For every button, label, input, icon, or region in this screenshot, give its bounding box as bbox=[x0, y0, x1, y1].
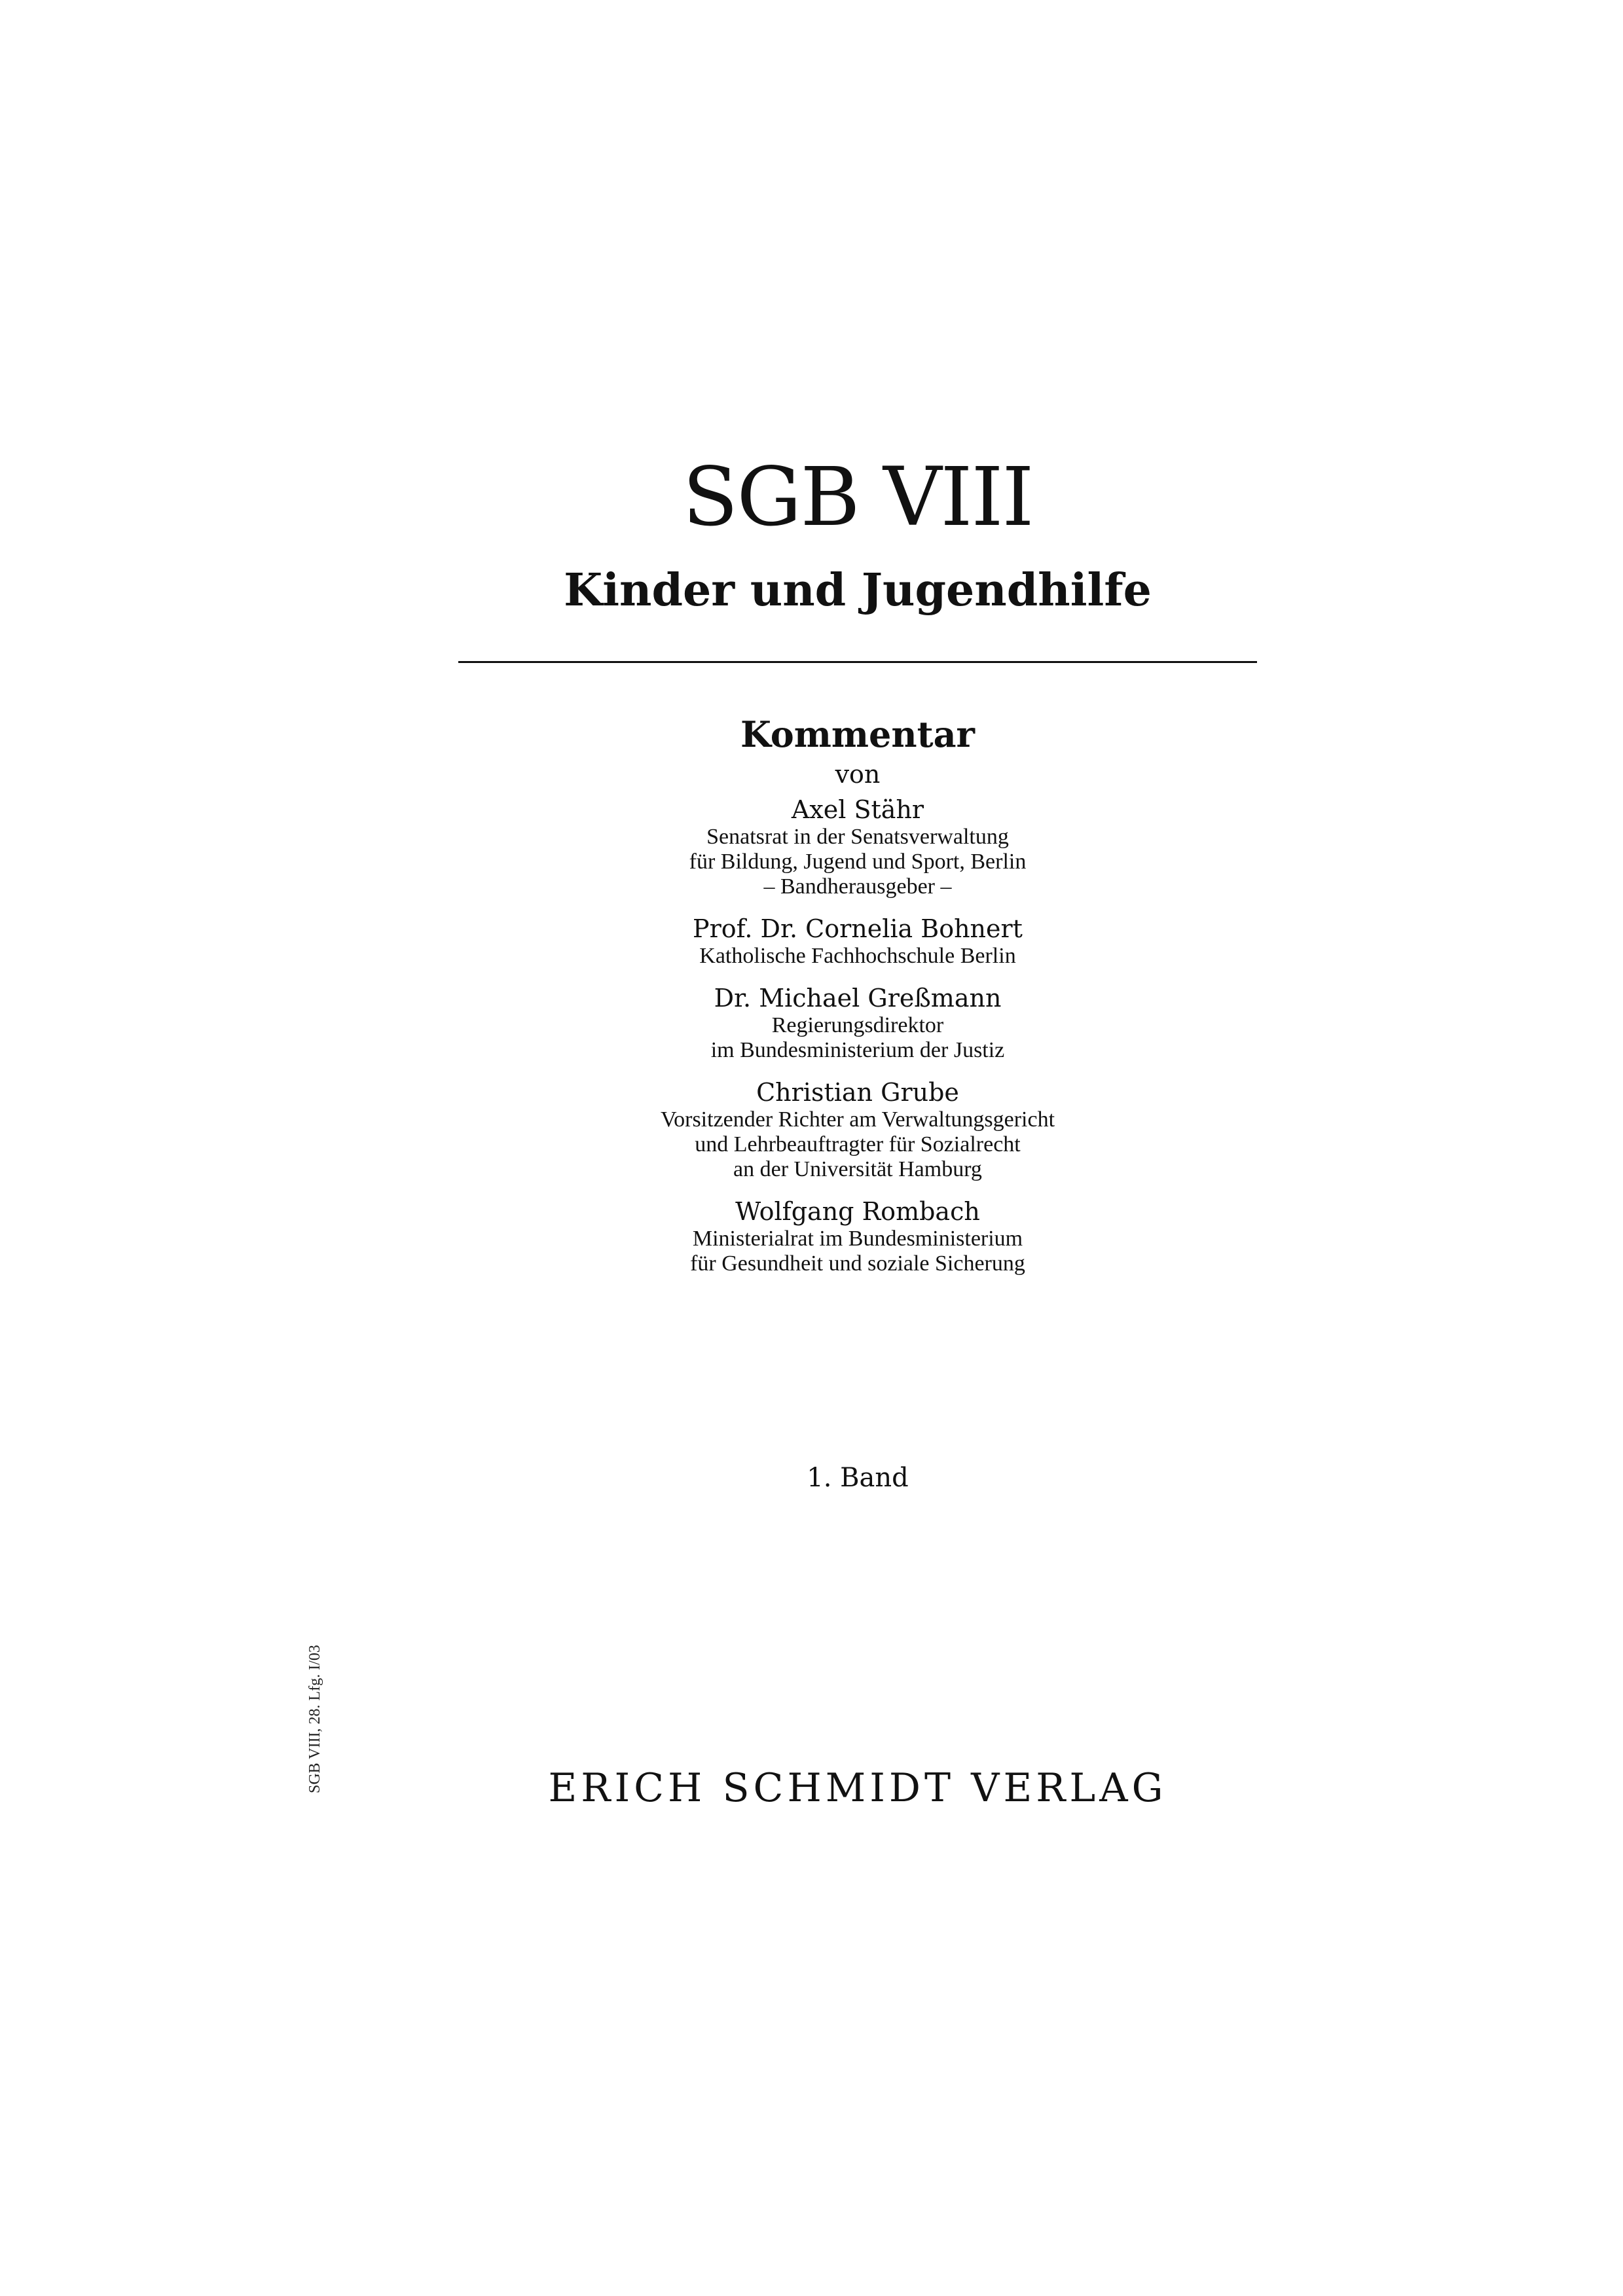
author-entry bbox=[458, 1196, 1257, 1276]
author-affiliation: für Gesundheit und soziale Sicherung bbox=[690, 1251, 1025, 1276]
author-name: Wolfgang Rombach bbox=[735, 1197, 980, 1226]
author-name: Christian Grube bbox=[756, 1078, 959, 1107]
author-list bbox=[458, 795, 1257, 1291]
author-affiliation: Vorsitzender Richter am Verwaltungsgericht bbox=[660, 1107, 1055, 1132]
book-subtitle: Kinder und Jugendhilfe bbox=[564, 564, 1152, 617]
type-label: Kommentar bbox=[740, 713, 976, 755]
author-role: – Bandherausgeber – bbox=[763, 874, 952, 899]
book-title: SGB VIII bbox=[682, 450, 1033, 545]
divider-rule bbox=[458, 661, 1257, 663]
author-affiliation: an der Universität Hamburg bbox=[733, 1157, 982, 1181]
author-entry bbox=[458, 914, 1257, 969]
author-affiliation: Senatsrat in der Senatsverwaltung bbox=[706, 825, 1009, 849]
author-affiliation: Katholische Fachhochschule Berlin bbox=[699, 944, 1016, 968]
author-entry bbox=[458, 1077, 1257, 1182]
author-name: Axel Stähr bbox=[791, 795, 924, 824]
publisher-name: ERICH SCHMIDT VERLAG bbox=[548, 1765, 1167, 1811]
volume-label: 1. Band bbox=[807, 1463, 909, 1493]
author-name: Dr. Michael Greßmann bbox=[714, 984, 1002, 1013]
by-label: von bbox=[835, 760, 881, 789]
author-affiliation: Ministerialrat im Bundesministerium bbox=[692, 1227, 1023, 1251]
author-affiliation: Regierungsdirektor bbox=[771, 1013, 944, 1037]
author-affiliation: im Bundesministerium der Justiz bbox=[710, 1038, 1005, 1062]
author-entry bbox=[458, 795, 1257, 899]
author-name: Prof. Dr. Cornelia Bohnert bbox=[693, 914, 1023, 943]
author-affiliation: für Bildung, Jugend und Sport, Berlin bbox=[689, 850, 1027, 874]
author-entry bbox=[458, 983, 1257, 1063]
author-affiliation: und Lehrbeauftragter für Sozialrecht bbox=[695, 1132, 1021, 1157]
edition-note: SGB VIII, 28. Lfg. I/03 bbox=[306, 1645, 323, 1793]
